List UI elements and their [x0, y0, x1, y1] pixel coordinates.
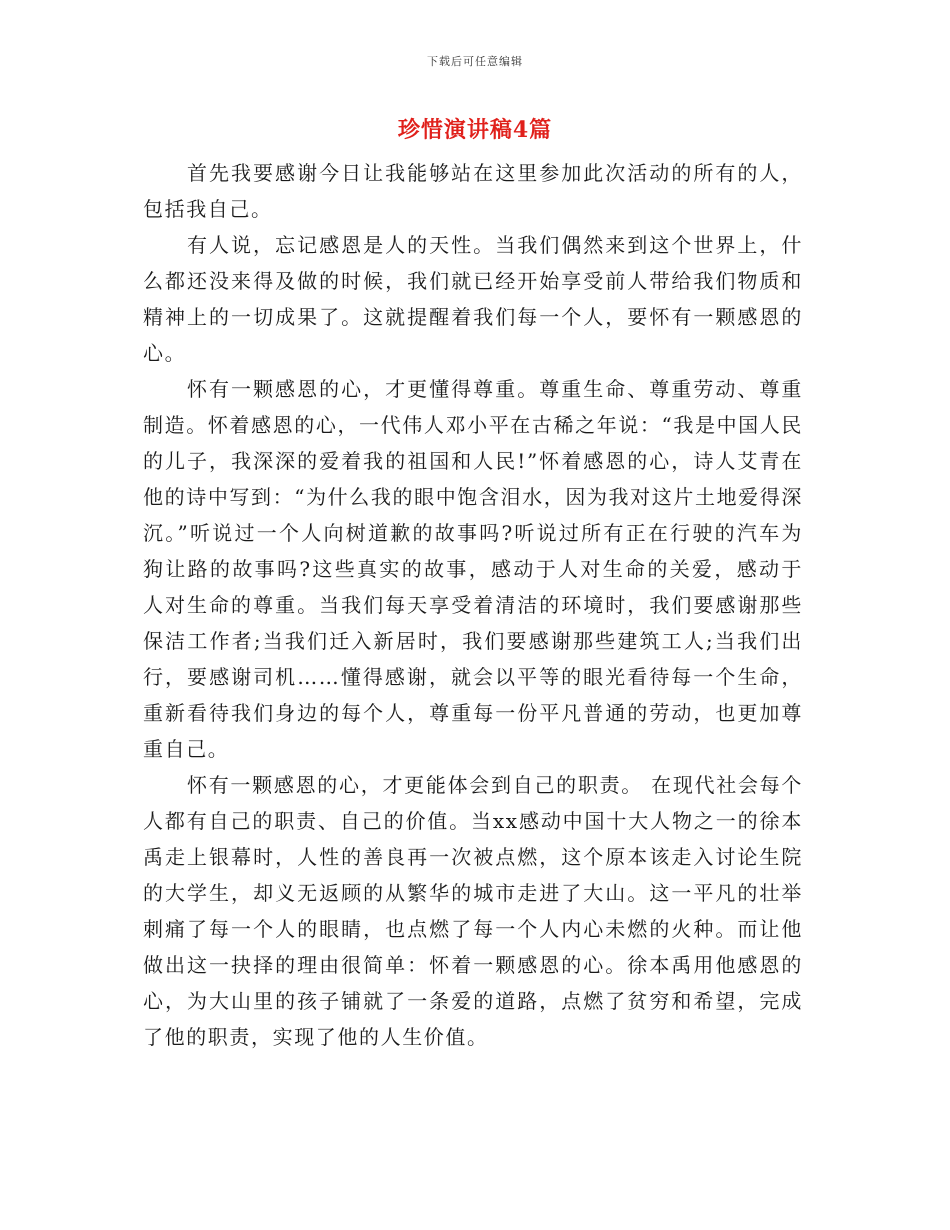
paragraph: 有人说，忘记感恩是人的天性。当我们偶然来到这个世界上，什么都还没来得及做的时候，我们就已经开始享受前人带给我们物质和精神上的一切成果了。这就提醒着我们每一个人，要怀有一颗感恩的心。: [143, 233, 803, 365]
header-note: 下载后可任意编辑: [427, 55, 523, 68]
document-body: [143, 155, 803, 1055]
paragraph: 首先我要感谢今日让我能够站在这里参加此次活动的所有的人，包括我自己。: [143, 161, 803, 221]
document-title: 珍惜演讲稿4篇: [397, 117, 553, 143]
paragraph: 怀有一颗感恩的心，才更能体会到自己的职责。 在现代社会每个人都有自己的职责、自己的价值。当xx感动中国十大人物之一的徐本禹走上银幕时，人性的善良再一次被点燃，这个原本该走入讨论生院的大学生，却义无返顾的从繁华的城市走进了大山。这一平凡的壮举刺痛了每一个人的眼睛，也点燃了每一个人内心未燃的火种。而让他做出这一抉择的理由很简单：怀着一颗感恩的心。徐本禹用他感恩的心，为大山里的孩子铺就了一条爱的道路，点燃了贫穷和希望，完成了他的职责，实现了他的人生价值。: [143, 773, 803, 1049]
paragraph: 怀有一颗感恩的心，才更懂得尊重。尊重生命、尊重劳动、尊重制造。怀着感恩的心，一代伟人邓小平在古稀之年说：“我是中国人民的儿子，我深深的爱着我的祖国和人民!”怀着感恩的心，诗人艾青在他的诗中写到：“为什么我的眼中饱含泪水，因为我对这片土地爱得深沉。”听说过一个人向树道歉的故事吗?听说过所有正在行驶的汽车为狗让路的故事吗?这些真实的故事，感动于人对生命的关爱，感动于人对生命的尊重。当我们每天享受着清洁的环境时，我们要感谢那些保洁工作者;当我们迁入新居时，我们要感谢那些建筑工人;当我们出行，要感谢司机……懂得感谢，就会以平等的眼光看待每一个生命，重新看待我们身边的每个人，尊重每一份平凡普通的劳动，也更加尊重自己。: [143, 377, 803, 761]
